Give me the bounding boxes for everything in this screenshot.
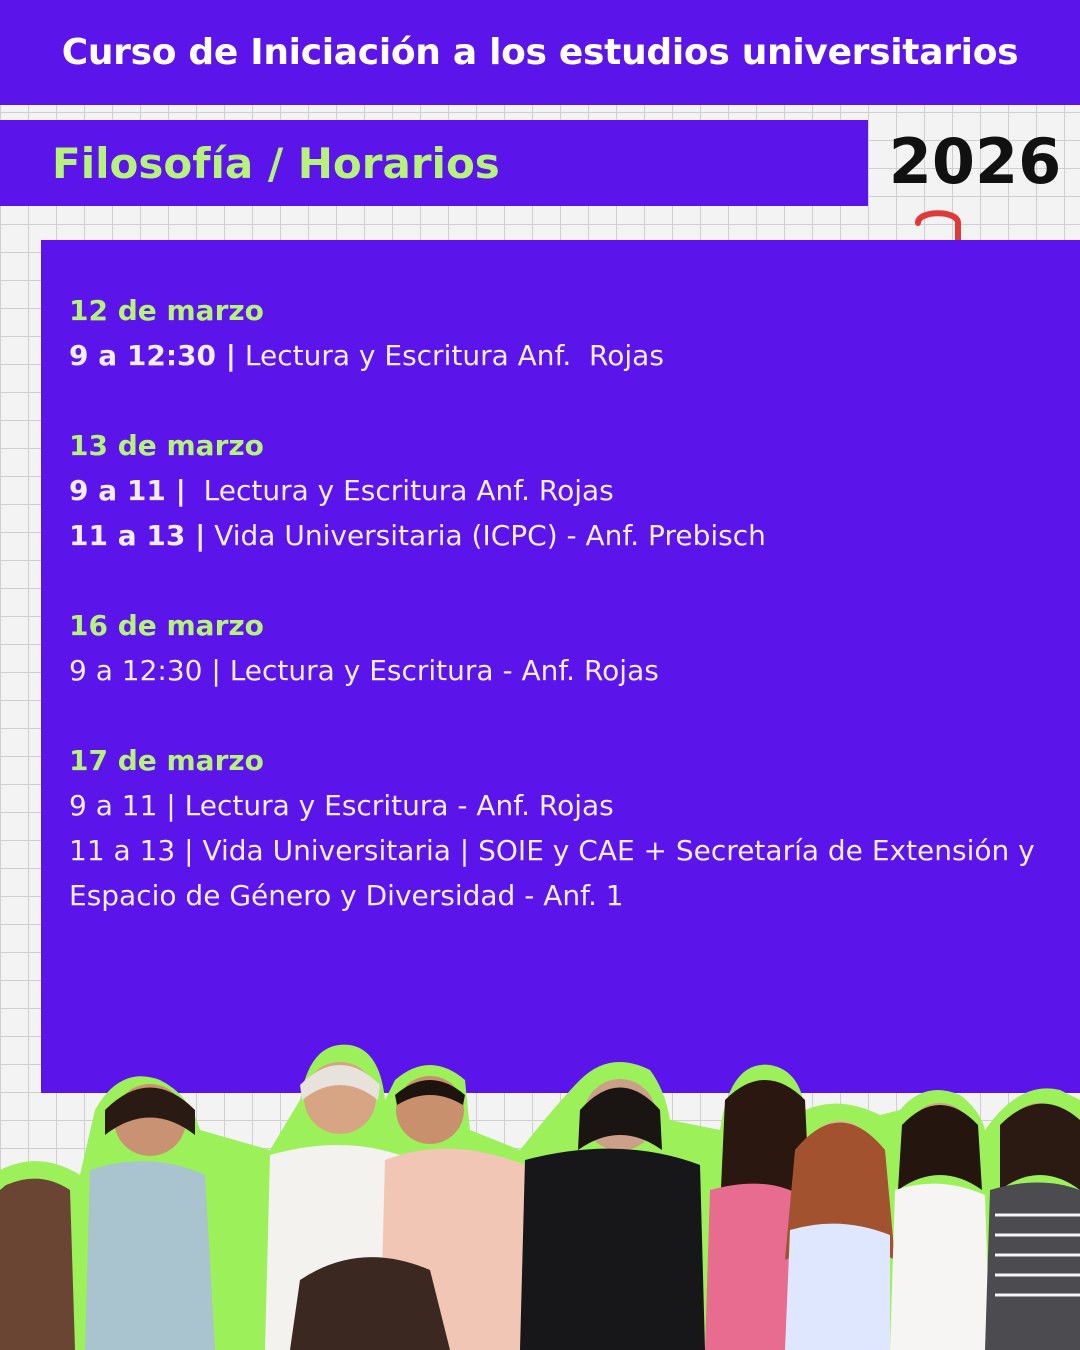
subtitle-bar — [0, 120, 868, 206]
day-heading: 17 de marzo — [69, 744, 264, 777]
time-range: 9 a 12:30 | — [69, 339, 236, 372]
activity-text: Lectura y Escritura Anf. Rojas — [235, 339, 664, 372]
day-block — [69, 423, 1069, 558]
students-photo — [0, 1040, 1080, 1350]
page-title: Curso de Iniciación a los estudios universitarios — [61, 32, 1019, 73]
schedule-line — [69, 783, 1069, 828]
day-block — [69, 738, 1069, 918]
schedule-line — [69, 828, 1069, 918]
activity-text: 9 a 12:30 | Lectura y Escritura - Anf. Rojas — [69, 654, 659, 687]
schedule-list — [69, 288, 1069, 963]
page-subtitle: Filosofía / Horarios — [52, 138, 500, 188]
day-block — [69, 288, 1069, 378]
day-heading: 12 de marzo — [69, 294, 264, 327]
schedule-line — [69, 333, 1069, 378]
activity-text: Lectura y Escritura Anf. Rojas — [185, 474, 614, 507]
day-heading: 16 de marzo — [69, 609, 264, 642]
activity-text: 11 a 13 | Vida Universitaria | SOIE y CAE + Secretaría de Extensión y Espacio de Género y Diversidad - Anf. 1 — [69, 834, 1035, 912]
top-banner — [0, 0, 1080, 105]
activity-text: 9 a 11 | Lectura y Escritura - Anf. Rojas — [69, 789, 614, 822]
schedule-line — [69, 513, 1069, 558]
schedule-line — [69, 648, 1069, 693]
year-label: 2026 — [888, 124, 1062, 198]
time-range: 9 a 11 | — [69, 474, 186, 507]
schedule-panel — [41, 240, 1080, 1093]
day-heading: 13 de marzo — [69, 429, 264, 462]
time-range: 11 a 13 | — [69, 519, 206, 552]
schedule-line — [69, 468, 1069, 513]
day-block — [69, 603, 1069, 693]
activity-text: Vida Universitaria (ICPC) - Anf. Prebisch — [205, 519, 766, 552]
